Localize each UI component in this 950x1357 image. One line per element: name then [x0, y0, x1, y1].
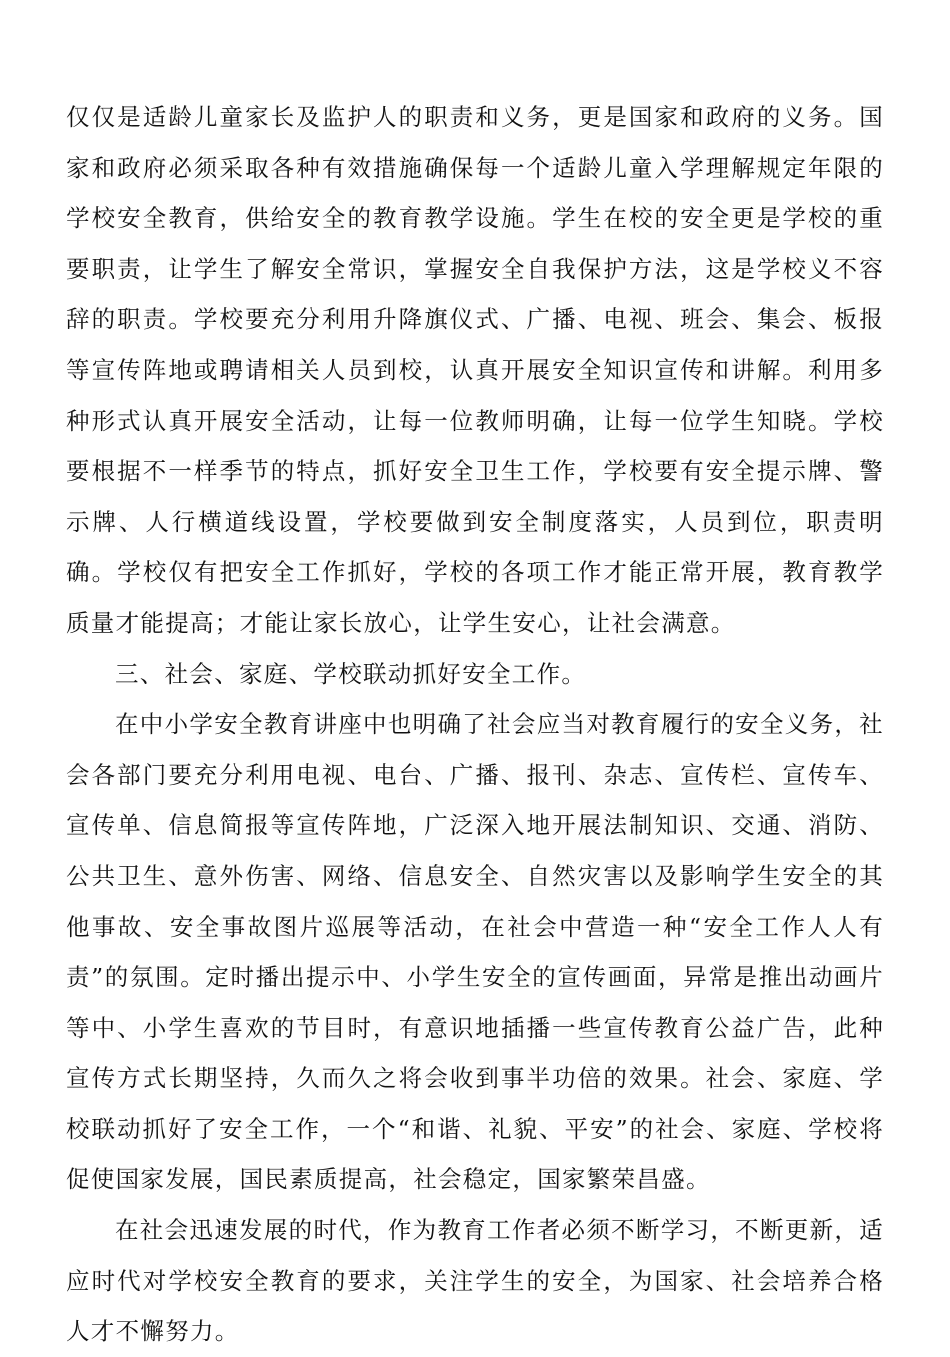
paragraph-1: 仅仅是适龄儿童家长及监护人的职责和义务，更是国家和政府的义务。国家和政府必须采取各种有效措施确保每一个适龄儿童入学理解规定年限的学校安全教育，供给安全的教育教学设施。学生在校的安全更是学校的重要职责，让学生了解安全常识，掌握安全自我保护方法，这是学校义不容辞的职责。学校要充分利用升降旗仪式、广播、电视、班会、集会、板报等宣传阵地或聘请相关人员到校，认真开展安全知识宣传和讲解。利用多种形式认真开展安全活动，让每一位教师明确，让每一位学生知晓。学校要根据不一样季节的特点，抓好安全卫生工作，学校要有安全提示牌、警示牌、人行横道线设置，学校要做到安全制度落实，人员到位，职责明确。学校仅有把安全工作抓好，学校的各项工作才能正常开展，教育教学质量才能提高；才能让家长放心，让学生安心，让社会满意。 — [66, 103, 884, 637]
section-heading: 三、社会、家庭、学校联动抓好安全工作。 — [115, 659, 587, 688]
paragraph-3: 在社会迅速发展的时代，作为教育工作者必须不断学习，不断更新，适应时代对学校安全教育的要求，关注学生的安全，为国家、社会培养合格人才不懈努力。 — [66, 1216, 884, 1346]
paragraph-2: 在中小学安全教育讲座中也明确了社会应当对教育履行的安全义务，社会各部门要充分利用电视、电台、广播、报刊、杂志、宣传栏、宣传车、宣传单、信息简报等宣传阵地，广泛深入地开展法制知识、交通、消防、公共卫生、意外伤害、网络、信息安全、自然灾害以及影响学生安全的其他事故、安全事故图片巡展等活动，在社会中营造一种“安全工作人人有责”的氛围。定时播出提示中、小学生安全的宣传画面，异常是推出动画片等中、小学生喜欢的节目时，有意识地插播一些宣传教育公益广告，此种宣传方式长期坚持，久而久之将会收到事半功倍的效果。社会、家庭、学校联动抓好了安全工作，一个“和谐、礼貌、平安”的社会、家庭、学校将促使国家发展，国民素质提高，社会稳定，国家繁荣昌盛。 — [66, 710, 884, 1194]
document-page — [66, 92, 884, 1357]
